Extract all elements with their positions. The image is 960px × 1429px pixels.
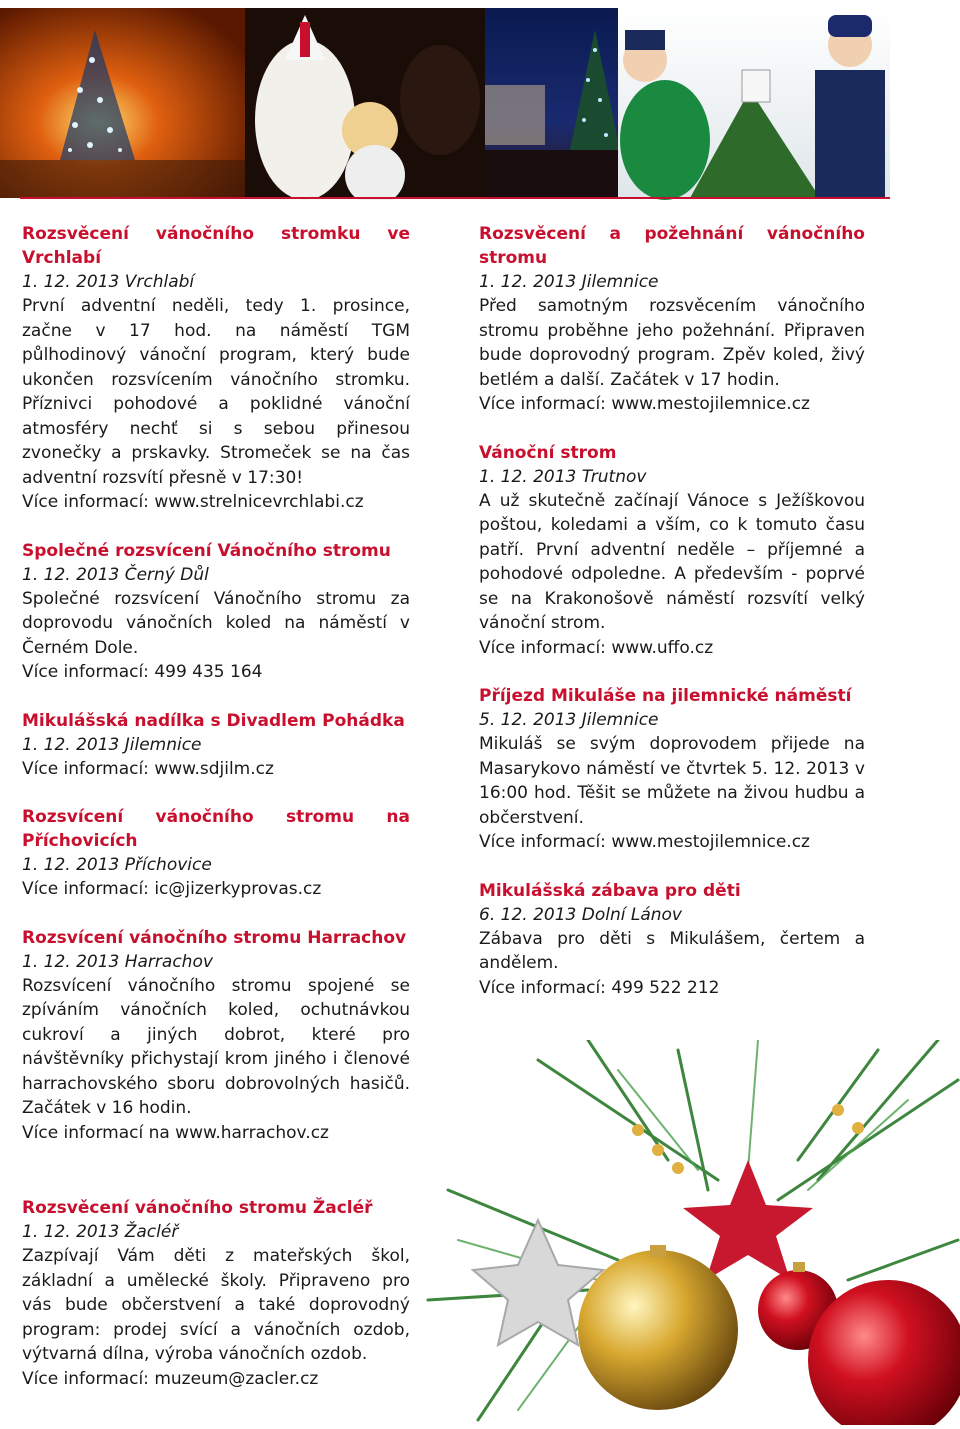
christmas-decoration-image [418, 1040, 960, 1425]
event-dolni-lanov [479, 879, 865, 1001]
event-date: 1. 12. 2013 Černý Důl [22, 564, 209, 585]
event-harrachov [22, 926, 410, 1146]
event-more-info: Více informací: muzeum@zacler.cz [22, 1368, 319, 1389]
event-description: Před samotným rozsvěcením vánočního stromu proběhne jeho požehnání. Připraven bude doprovodný program. Zpěv koled, živý betlém a další. Začátek v 17 hodin. [479, 296, 865, 390]
event-description: První adventní neděli, tedy 1. prosince, začne v 17 hod. na náměstí TGM půlhodinový vánoční program, který bude ukončen rozsvícením vánočního stromku. Příznivci pohodové a poklidné vánoční atmosféry nechť si s sebou přinesou zvonečky a prskavky. Stromeček se na čas adventní rozsvítí přesně v 17:30! [22, 296, 410, 488]
event-zacler [22, 1196, 410, 1391]
event-more-info: Více informací: www.mestojilemnice.cz [479, 832, 810, 852]
event-date: 6. 12. 2013 Dolní Lánov [479, 904, 682, 925]
event-date: 1. 12. 2013 Harrachov [22, 951, 213, 972]
event-mikulasska-nadilka [22, 709, 410, 782]
event-trutnov [479, 441, 865, 661]
square-tree-photo [485, 8, 620, 198]
event-more-info: Více informací: www.sdjilm.cz [22, 758, 274, 779]
event-more-info: Více informací: www.uffo.cz [479, 637, 714, 658]
event-title: Mikulášská nadílka s Divadlem Pohádka [22, 710, 405, 731]
event-date: 1. 12. 2013 Jilemnice [22, 734, 202, 755]
left-column [22, 222, 410, 1169]
bottom-column [22, 1196, 410, 1415]
event-title: Mikulášská zábava pro děti [479, 880, 741, 901]
event-description: Mikuláš se svým doprovodem přijede na Masarykovo náměstí ve čtvrtek 5. 12. 2013 v 16:00 hod. Těšit se můžete na živou hudbu a občerstvení. [479, 734, 865, 828]
event-title: Příjezd Mikuláše na jilemnické náměstí [479, 686, 852, 706]
st-nicholas-photo [245, 8, 485, 200]
event-date: 1. 12. 2013 Vrchlabí [22, 272, 195, 292]
event-title: Rozsvícení vánočního stromu Harrachov [22, 927, 407, 948]
event-more-info: Více informací: 499 435 164 [22, 662, 263, 682]
event-title: Rozsvěcení vánočního stromu Žacléř [22, 1198, 373, 1218]
event-more-info: Více informací: 499 522 212 [479, 977, 720, 998]
event-cerny-dul [22, 539, 410, 685]
event-more-info: Více informací: ic@jizerkyprovas.cz [22, 879, 322, 899]
event-description: Společné rozsvícení Vánočního stromu za doprovodu vánočních koled na náměstí v Černém Dole. [22, 588, 410, 658]
event-date: 1. 12. 2013 Příchovice [22, 855, 212, 875]
event-prichovice [22, 805, 410, 902]
event-date: 1. 12. 2013 Žacléř [22, 1222, 179, 1242]
tree-lights-photo [0, 8, 245, 198]
event-title: Vánoční strom [479, 442, 617, 463]
event-description: A už skutečně začínají Vánoce s Ježíškovou poštou, koledami a vším, co k tomuto času patří. První adventní neděle – příjemné a pohodové odpoledne. A především - poprvé se na Krakonošově náměstí rozsvítí velký vánoční strom. [479, 490, 865, 633]
event-more-info: Více informací: www.strelnicevrchlabi.cz [22, 492, 364, 512]
right-column [479, 222, 865, 1024]
event-description: Rozsvícení vánočního stromu spojené se zpíváním vánočních koled, ochutnávkou cukroví a jiných dobrot, které pro návštěvníky přichystají krom jiného i členové harrachovského sboru dobrovolných hasičů. Začátek v 16 hodin. [22, 975, 410, 1118]
event-title: Rozsvěcení vánočního stromku ve Vrchlabí [22, 224, 410, 268]
event-date: 1. 12. 2013 Jilemnice [479, 272, 659, 292]
event-more-info: Více informací: www.mestojilemnice.cz [479, 394, 810, 414]
event-date: 5. 12. 2013 Jilemnice [479, 710, 659, 730]
event-prijezd-mikulase [479, 684, 865, 855]
event-description: Zábava pro děti s Mikulášem, čertem a andělem. [479, 928, 865, 973]
event-date: 1. 12. 2013 Trutnov [479, 466, 647, 487]
event-title: Rozsvícení vánočního stromu na Příchovicích [22, 807, 410, 851]
photo-strip [0, 0, 960, 200]
tree-sellers-photo [618, 8, 890, 200]
event-title: Rozsvěcení a požehnání vánočního stromu [479, 224, 865, 268]
event-title: Společné rozsvícení Vánočního stromu [22, 540, 391, 561]
event-more-info: Více informací na www.harrachov.cz [22, 1122, 329, 1143]
event-vrchlabi [22, 222, 410, 515]
event-jilemnice-pozehnani [479, 222, 865, 417]
event-description: Zazpívají Vám děti z mateřských škol, základní a umělecké školy. Připraveno pro vás bude občerstvení a také doprovodný program: prodej svící a vánočních ozdob, výtvarná dílna, výroba vánočních ozdob. [22, 1246, 410, 1364]
